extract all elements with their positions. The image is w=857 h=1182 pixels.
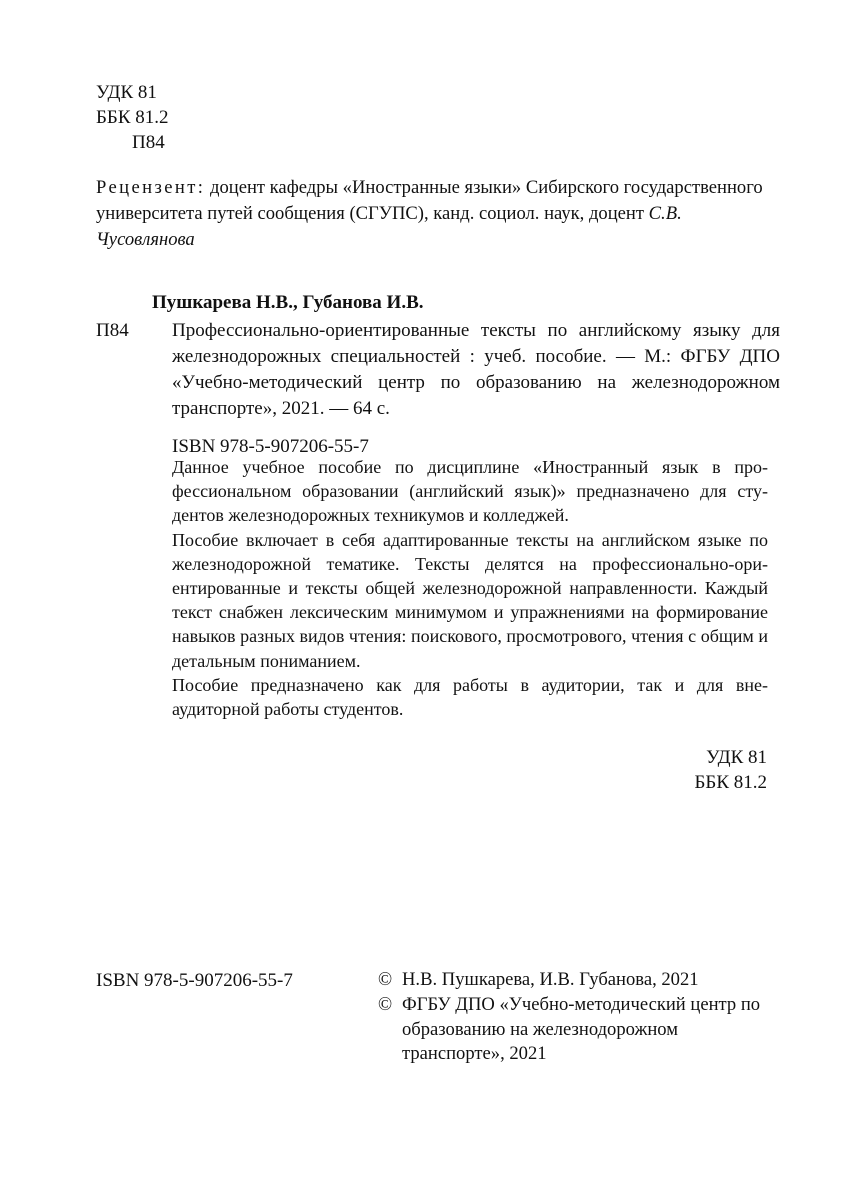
- classification-block-top: [96, 80, 169, 155]
- reviewer-name: С.В. Чусовлянова: [96, 203, 682, 250]
- abstract-paragraph: Данное учебное пособие по дисциплине «Иностранный язык в профессиональном образовании (английский язык)» предназначено для студентов железнодорожных техникумов и колледжей.: [172, 457, 768, 526]
- abstract: [172, 455, 768, 721]
- classification-block-bottom: [695, 745, 768, 795]
- bibliographic-entry: [96, 318, 780, 422]
- author-sign-code: П84: [96, 320, 129, 341]
- copyright-item: [378, 968, 778, 993]
- udk-code-bottom: УДК 81: [706, 747, 767, 768]
- abstract-paragraph: Пособие включает в себя адаптированные тексты на английском языке по железнодорожной тематике. Тексты делятся на профессионально-ориентированные и тексты общей железнодорожной направленности. Каждый текст снабжен лексическим минимумом и упражнениями на формирование навыков разных видов чтения: поискового, просмотрового, чтения с общим и детальным пониманием.: [172, 529, 768, 671]
- authors: Пушкарева Н.В., Губанова И.В.: [152, 292, 424, 313]
- reviewer-label: Рецензент:: [96, 177, 206, 198]
- footer-isbn: ISBN 978-5-907206-55-7: [96, 970, 293, 991]
- author-sign: П84: [132, 132, 165, 153]
- copyright-block: [378, 968, 778, 1067]
- abstract-paragraph: Пособие предназначено как для работы в аудитории, так и для внеаудиторной работы студентов.: [172, 674, 768, 720]
- copyright-icon: ©: [378, 993, 393, 1015]
- reviewer-block: [96, 175, 776, 253]
- reviewer-text: доцент кафедры «Иностранные языки» Сибирского государственного университета путей сообщения (СГУПС), канд. социол. наук, доцент: [96, 177, 763, 224]
- bbk-code: ББК 81.2: [96, 107, 169, 128]
- copyright-item: [378, 993, 778, 1067]
- bibliographic-record: [96, 290, 780, 460]
- bibliographic-description: Профессионально-ориентированные тексты по английскому языку для железнодорожных специальностей : учеб. пособие. — М.: ФГБУ ДПО «Учебно-методический центр по образованию на железнодорожном транспорте», 2021. — 64 с.: [172, 320, 780, 419]
- udk-code: УДК 81: [96, 82, 157, 103]
- bbk-code-bottom: ББК 81.2: [694, 772, 767, 793]
- copyright-authors: Н.В. Пушкарева, И.В. Губанова, 2021: [402, 969, 699, 990]
- isbn: ISBN 978-5-907206-55-7: [172, 436, 369, 457]
- copyright-publisher: ФГБУ ДПО «Учебно-методический центр по образованию на железнодорожном транспорте», 2021: [402, 993, 761, 1065]
- copyright-icon: ©: [378, 969, 393, 990]
